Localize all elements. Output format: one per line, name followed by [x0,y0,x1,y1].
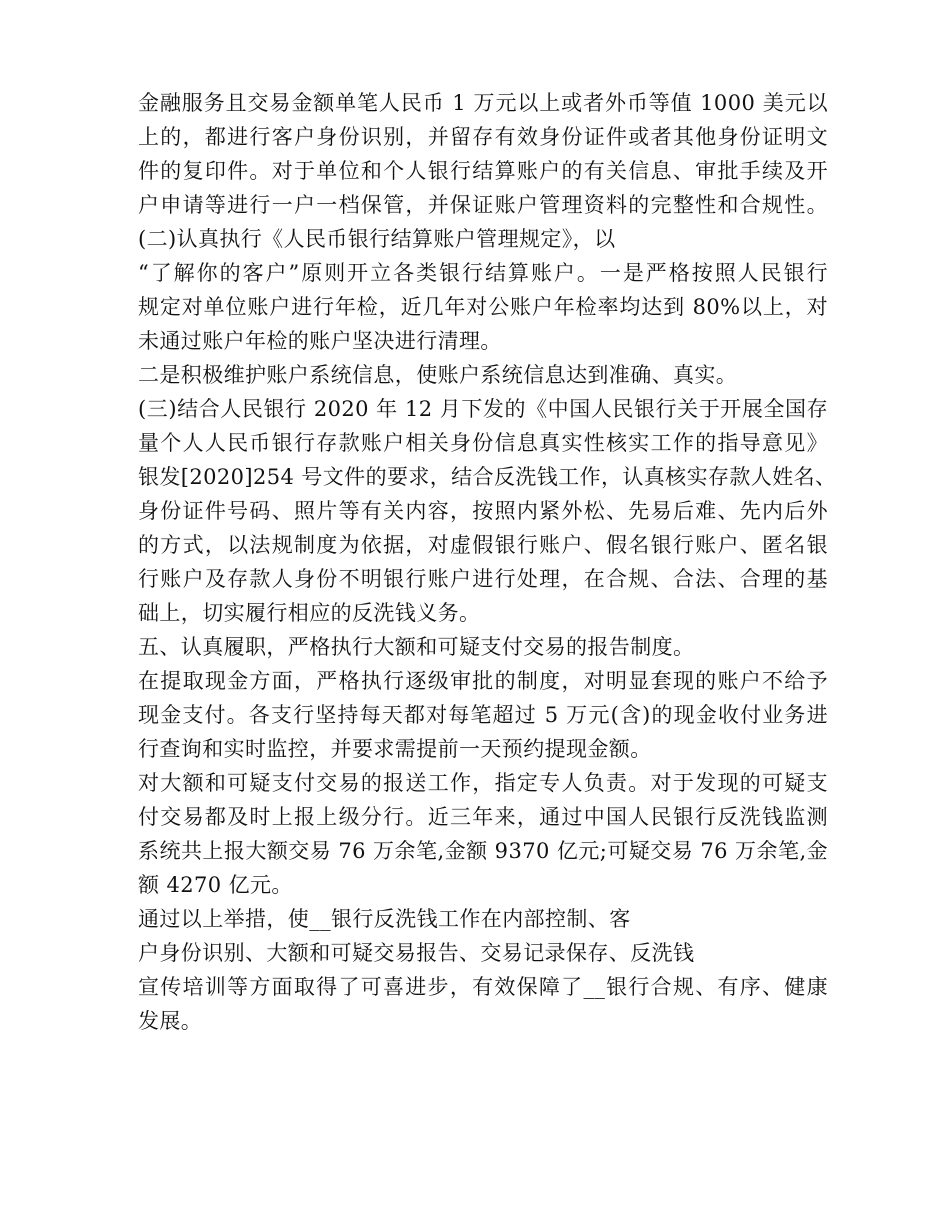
text-line-9: 二是积极维护账户系统信息，使账户系统信息达到准确、真实。 [138,363,738,387]
text-line-17: 五、认真履职，严格执行大额和可疑支付交易的报告制度。 [138,635,695,659]
text-line-25: 通过以上举措，使__银行反洗钱工作在内部控制、客 [138,907,631,931]
text-line-22: 付交易都及时上报上级分行。近三年来，通过中国人民银行反洗钱监测 [138,805,828,829]
text-line-15: 行账户及存款人身份不明银行账户进行处理，在合规、合法、合理的基 [138,567,828,591]
text-line-6: “了解你的客户”原则开立各类银行结算账户。一是严格按照人民银行 [138,261,828,285]
text-line-14: 的方式，以法规制度为依据，对虚假银行账户、假名银行账户、匿名银 [138,533,828,557]
text-line-28: 发展。 [138,1009,203,1033]
text-line-2: 上的，都进行客户身份识别，并留存有效身份证件或者其他身份证明文 [138,125,828,149]
text-line-21: 对大额和可疑支付交易的报送工作，指定专人负责。对于发现的可疑支 [138,771,828,795]
text-line-12: 银发[2020]254 号文件的要求，结合反洗钱工作，认真核实存款人姓名、 [138,465,837,489]
text-line-20: 行查询和实时监控，并要求需提前一天预约提现金额。 [138,737,652,761]
document-body [138,86,837,1038]
text-line-19: 现金支付。各支行坚持每天都对每笔超过 5 万元(含)的现金收付业务进 [138,703,828,727]
text-line-1: 金融服务且交易金额单笔人民币 1 万元以上或者外币等值 1000 美元以 [138,91,828,115]
text-line-26: 户身份识别、大额和可疑交易报告、交易记录保存、反洗钱 [138,941,695,965]
text-line-3: 件的复印件。对于单位和个人银行结算账户的有关信息、审批手续及开 [138,159,828,183]
text-line-13: 身份证件号码、照片等有关内容，按照内紧外松、先易后难、先内后外 [138,499,828,523]
text-line-27: 宣传培训等方面取得了可喜进步，有效保障了__银行合规、有序、健康 [138,975,828,999]
text-line-8: 未通过账户年检的账户坚决进行清理。 [138,329,502,353]
text-line-24: 额 4270 亿元。 [138,873,293,897]
text-line-10: (三)结合人民银行 2020 年 12 月下发的《中国人民银行关于开展全国存 [138,397,828,421]
text-line-4: 户申请等进行一户一档保管，并保证账户管理资料的完整性和合规性。 [138,193,828,217]
text-line-5: (二)认真执行《人民币银行结算账户管理规定》，以 [138,227,616,251]
text-line-18: 在提取现金方面，严格执行逐级审批的制度，对明显套现的账户不给予 [138,669,828,693]
text-line-11: 量个人人民币银行存款账户相关身份信息真实性核实工作的指导意见》 [138,431,828,455]
text-line-7: 规定对单位账户进行年检，近几年对公账户年检率均达到 80%以上，对 [138,295,828,319]
text-line-23: 系统共上报大额交易 76 万余笔,金额 9370 亿元;可疑交易 76 万余笔,金 [138,839,828,863]
text-line-16: 础上，切实履行相应的反洗钱义务。 [138,601,481,625]
